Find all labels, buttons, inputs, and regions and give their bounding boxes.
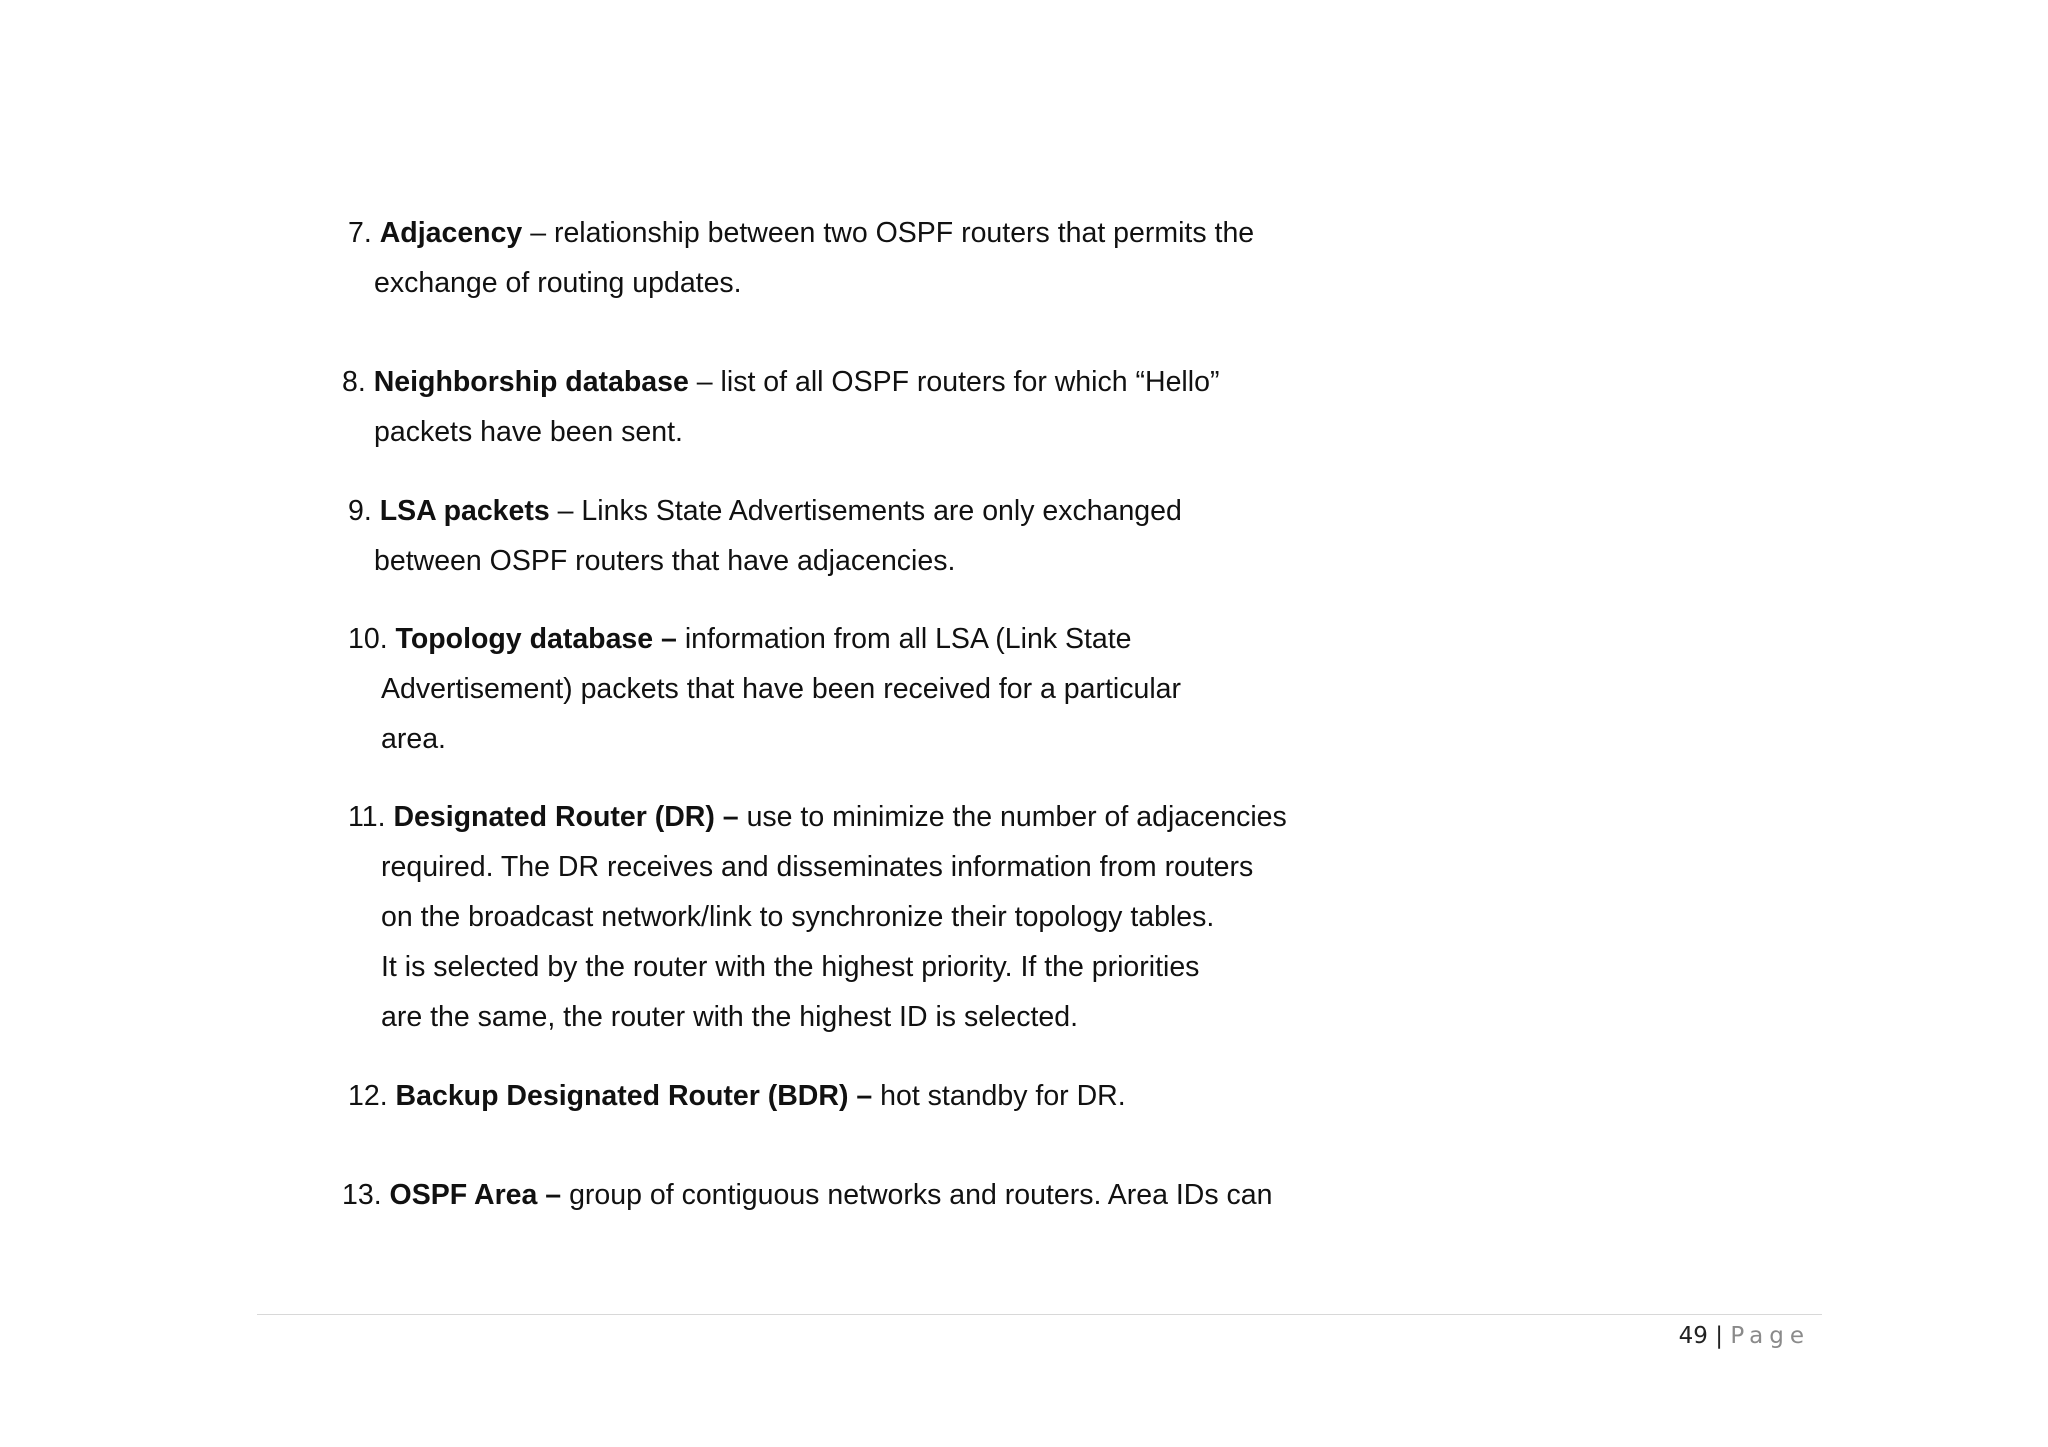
item-number: 11. [348,801,386,833]
definition-item-7 [348,208,1254,308]
term-separator [739,801,747,833]
definition-continuation: on the broadcast network/link to synchronize their topology tables. [381,901,1215,933]
term-separator [872,1080,880,1112]
definition-term: Neighborship database [373,366,689,398]
definition-term: Adjacency [379,217,523,249]
definition-first-line [348,614,1181,664]
definition-item-9 [348,486,1182,586]
definition-item-10 [348,614,1181,764]
definition-text: relationship between two OSPF routers that permits the [553,217,1255,249]
definition-continuation: It is selected by the router with the highest priority. If the priorities [381,951,1200,983]
definition-first-line [342,1170,1272,1220]
definition-continuation: packets have been sent. [374,416,683,448]
definition-item-8 [342,357,1219,457]
definition-first-line [342,357,1219,407]
term-separator [561,1179,569,1211]
definition-term: Designated Router (DR) – [393,801,739,833]
definition-continuation: are the same, the router with the highest ID is selected. [381,1001,1079,1033]
term-separator: – [522,217,554,249]
definition-first-line [348,1071,1126,1121]
definition-continuation: Advertisement) packets that have been received for a particular [381,673,1182,705]
page-label: Page [1730,1323,1810,1349]
definition-first-line [348,486,1182,536]
definition-first-line [348,792,1287,842]
definition-text: group of contiguous networks and routers. Area IDs can [569,1179,1273,1211]
definition-first-line [348,208,1254,258]
definition-text: information from all LSA (Link State [684,623,1132,655]
item-number: 13. [342,1179,382,1211]
definition-text: hot standby for DR. [880,1080,1126,1112]
term-separator [677,623,685,655]
definition-text: Links State Advertisements are only exchanged [581,495,1182,527]
footer-divider [257,1314,1822,1315]
term-separator: – [688,366,721,398]
definition-continuation: required. The DR receives and disseminates information from routers [381,851,1254,883]
item-number: 12. [348,1080,388,1112]
definition-term: Backup Designated Router (BDR) – [395,1080,873,1112]
definition-term: OSPF Area – [389,1179,562,1211]
definition-continuation: exchange of routing updates. [374,267,742,299]
definition-term: Topology database – [395,623,677,655]
item-number: 9. [348,495,372,527]
definition-item-13 [342,1170,1272,1220]
definition-item-12 [348,1071,1126,1121]
definition-continuation: between OSPF routers that have adjacencies. [374,545,956,577]
definition-text: list of all OSPF routers for which “Hello” [720,366,1220,398]
item-number: 10. [348,623,388,655]
definition-item-11 [348,792,1287,1042]
item-number: 7. [348,217,372,249]
definition-term: LSA packets [379,495,550,527]
item-number: 8. [342,366,366,398]
definition-text: use to minimize the number of adjacencies [746,801,1287,833]
term-separator: – [549,495,582,527]
page-number: 49 [1678,1323,1708,1349]
definition-continuation: area. [381,723,446,755]
page-separator: | [1707,1323,1731,1349]
page-footer [1679,1318,1810,1354]
